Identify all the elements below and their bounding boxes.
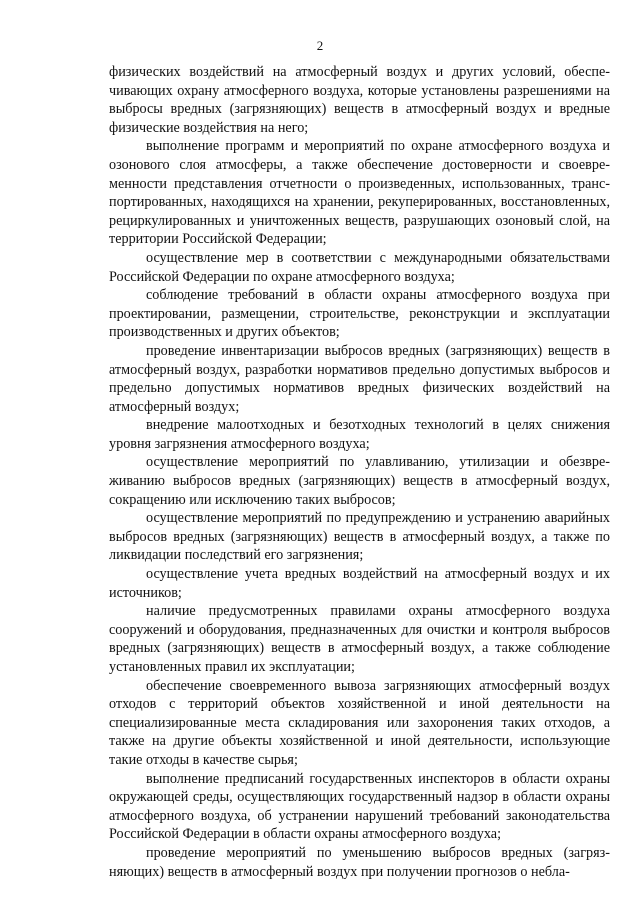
paragraph: выполнение предписаний государственных инспекторов в области охраны окружающей среды, осуществляющих государственный надзор в области охраны атмосферного воздуха, об устранении нарушений требований законодательства Российской Федерации в области охраны атмосферного воздуха; xyxy=(109,770,610,843)
paragraph: осуществление мероприятий по предупреждению и устранению аварийных выбросов вредных (загрязняющих) веществ в атмосферный воздух, а также по ликвидации последствий его загрязнения; xyxy=(109,510,610,564)
paragraph: соблюдение требований в области охраны атмосферного воздуха при проектировании, размещении, строительстве, реконструкции и эксплуатации производственных и других объектов; xyxy=(109,287,610,341)
paragraph: наличие предусмотренных правилами охраны атмосферного воздуха сооружений и оборудования, предназначенных для очистки и контроля выбросов вредных (загрязняющих) веществ в атмосферный воздух, а также соблюдение установленных правил их эксплуатации; xyxy=(109,603,610,675)
paragraph: осуществление мер в соответствии с международными обязательствами Российской Федерации по охране атмосферного воздуха; xyxy=(109,249,610,285)
paragraph: проведение инвентаризации выбросов вредных (загрязняющих) веществ в атмосферный воздух, разработки нормативов предельно допустимых выбросов и предельно допустимых нормативов вредных физических воздействий на атмосферный воздух; xyxy=(109,342,610,415)
paragraph: осуществление мероприятий по улавливанию, утилизации и обезвреживанию выбросов вредных (загрязняющих) веществ в атмосферный воздух, сокращению или исключению таких выбросов; xyxy=(109,454,610,508)
paragraph: обеспечение своевременного вывоза загрязняющих атмосферный воздух отходов с территорий объектов хозяйственной и иной деятельности на специализированные места складирования или захоронения таких отходов, а также на другие объекты хозяйственной и иной деятельности, использующие такие отходы в качестве сырья; xyxy=(109,677,610,768)
paragraph: выполнение программ и мероприятий по охране атмосферного воздуха и озонового слоя атмосферы, а также обеспечение достоверности и своевременности представления отчетности о произведенных, использованных, транспортированных, находящихся на хранении, рекуперированных, восстановленных, рециркулированных и уничтоженных веществ, разрушающих озоновый слой, на территории Российской Федерации; xyxy=(109,138,610,248)
paragraph: внедрение малоотходных и безотходных технологий в целях снижения уровня загрязнения атмосферного воздуха; xyxy=(109,417,610,452)
paragraph: физических воздействий на атмосферный воздух и других условий, обеспечивающих охрану атмосферного воздуха, которые установлены разрешениями на выбросы вредных (загрязняющих) веществ в атмосферный воздух и вредные физические воздействия на него; xyxy=(109,64,610,136)
paragraph: осуществление учета вредных воздействий на атмосферный воздух и их источников; xyxy=(109,566,610,601)
document-body xyxy=(109,63,610,881)
paragraph: проведение мероприятий по уменьшению выбросов вредных (загрязняющих) веществ в атмосферный воздух при получении прогнозов о небла- xyxy=(109,844,610,880)
page-number: 2 xyxy=(316,38,324,53)
